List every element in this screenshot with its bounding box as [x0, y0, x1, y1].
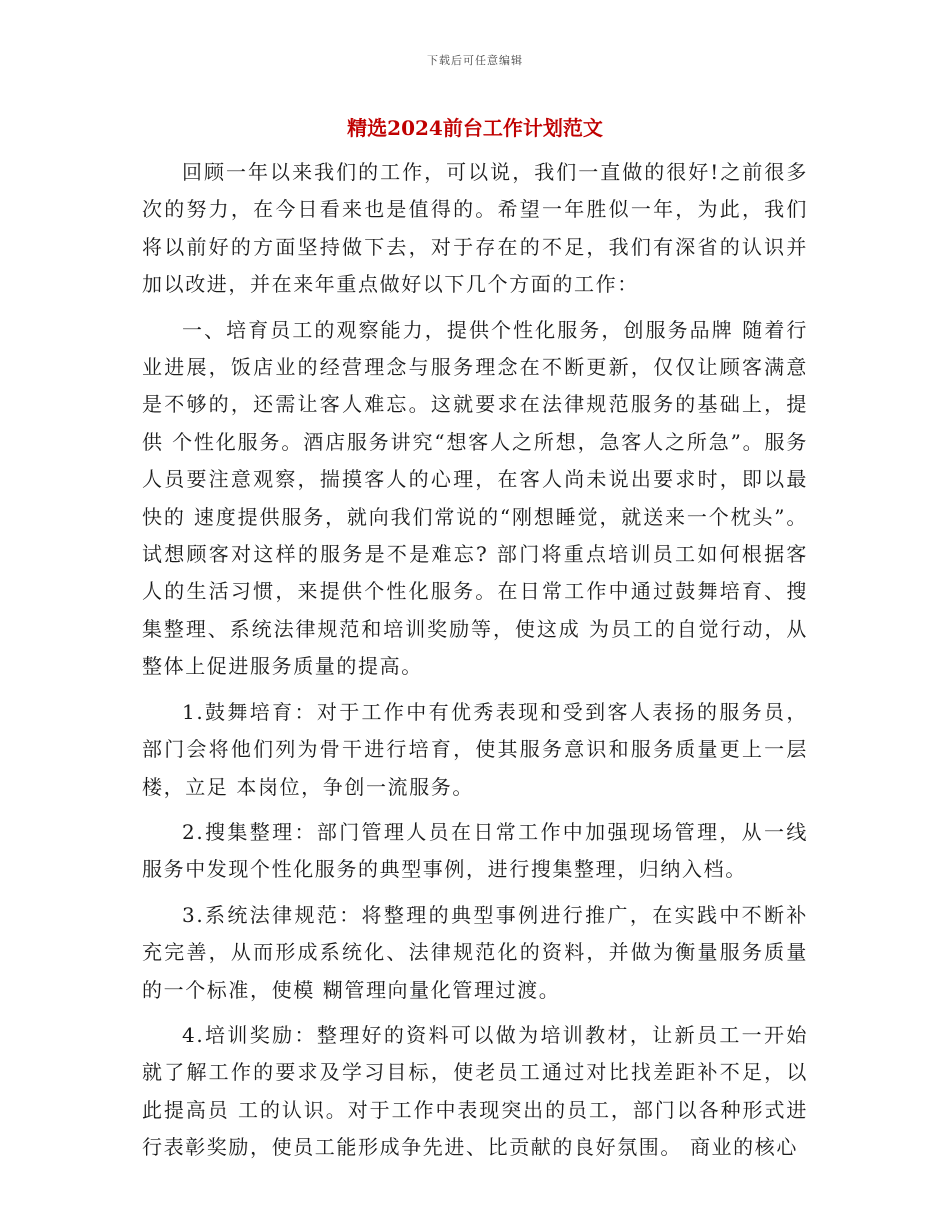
- paragraph-item-3: 3.系统法律规范：将整理的典型事例进行推广，在实践中不断补充完善，从而形成系统化、法律规范化的资料，并做为衡量服务质量的一个标准，使模 糊管理向量化管理过渡。: [142, 902, 808, 1002]
- paragraph-item-1: 1.鼓舞培育：对于工作中有优秀表现和受到客人表扬的服务员，部门会将他们列为骨干进行培育，使其服务意识和服务质量更上一层楼，立足 本岗位，争创一流服务。: [142, 699, 808, 799]
- document-body: [142, 154, 808, 1175]
- paragraph-intro: 回顾一年以来我们的工作，可以说，我们一直做的很好!之前很多次的努力，在今日看来也是值得的。希望一年胜似一年，为此，我们将以前好的方面坚持做下去，对于存在的不足，我们有深省的认识并加以改进，并在来年重点做好以下几个方面的工作：: [142, 160, 808, 297]
- paragraph-section-one: 一、培育员工的观察能力，提供个性化服务，创服务品牌 随着行业进展，饭店业的经营理念与服务理念在不断更新，仅仅让顾客满意是不够的，还需让客人难忘。这就要求在法律规范服务的基础上，提供 个性化服务。酒店服务讲究“想客人之所想，急客人之所急”。服务人员要注意观察，揣摸客人的心理，在客人尚未说出要求时，即以最快的 速度提供服务，就向我们常说的“刚想睡觉，就送来一个枕头”。试想顾客对这样的服务是不是难忘? 部门将重点培训员工如何根据客人的生活习惯，来提供个性化服务。在日常工作中通过鼓舞培育、搜集整理、系统法律规范和培训奖励等，使这成 为员工的自觉行动，从整体上促进服务质量的提高。: [142, 317, 808, 679]
- document-title: 精选2024前台工作计划范文: [347, 116, 603, 140]
- paragraph-item-4: 4.培训奖励：整理好的资料可以做为培训教材，让新员工一开始就了解工作的要求及学习目标，使老员工通过对比找差距补不足，以此提高员 工的认识。对于工作中表现突出的员工，部门以各种形式进行表彰奖励，使员工能形成争先进、比贡献的良好氛围。 商业的核心: [142, 1022, 808, 1160]
- paragraph-item-2: 2.搜集整理：部门管理人员在日常工作中加强现场管理，从一线服务中发现个性化服务的典型事例，进行搜集整理，归纳入档。: [142, 819, 808, 882]
- header-note: 下载后可任意编辑: [427, 54, 523, 67]
